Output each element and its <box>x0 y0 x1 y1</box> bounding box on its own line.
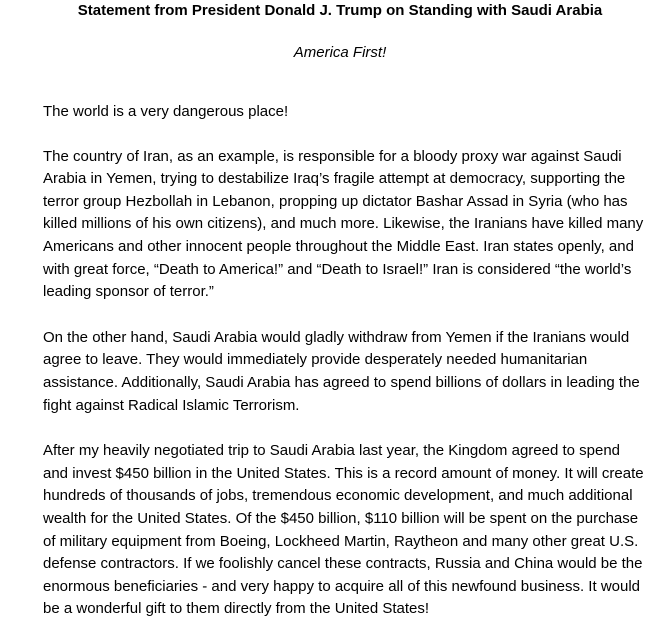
paragraph-saudi-yemen: On the other hand, Saudi Arabia would gladly withdraw from Yemen if the Iranians would agree to leave. They would immediately provide desperately needed humanitarian assistance. Additionally, Saudi Arabia has agreed to spend billions of dollars in leading the fight against Radical Islamic Terrorism. <box>43 328 640 414</box>
paragraph-opening: The world is a very dangerous place! <box>43 103 289 120</box>
paragraph-investment: After my heavily negotiated trip to Saudi Arabia last year, the Kingdom agreed to spend and invest $450 billion in the United States. This is a record amount of money. It will create hundreds of thousands of jobs, tremendous economic development, and much additional wealth for the United States. Of the $450 billion, $110 billion will be spent on the purchase of military equipment from Boeing, Lockheed Martin, Raytheon and many other great U.S. defense contractors. If we foolishly cancel these contracts, Russia and China would be the enormous beneficiaries - and very happy to acquire all of this newfound business. It would be a wonderful gift to them directly from the United States! <box>43 442 644 618</box>
statement-title: Statement from President Donald J. Trump on Standing with Saudi Arabia <box>77 2 603 19</box>
paragraph-iran: The country of Iran, as an example, is responsible for a bloody proxy war against Saudi Arabia in Yemen, trying to destabilize Iraq’s fragile attempt at democracy, supporting the terror group Hezbollah in Lebanon, propping up dictator Bashar Assad in Syria (who has killed millions of his own citizens), and much more. Likewise, the Iranians have killed many Americans and other innocent people throughout the Middle East. Iran states openly, and with great force, “Death to America!” and “Death to Israel!” Iran is considered “the world’s leading sponsor of terror.” <box>43 147 644 301</box>
statement-subtitle: America First! <box>293 44 387 61</box>
